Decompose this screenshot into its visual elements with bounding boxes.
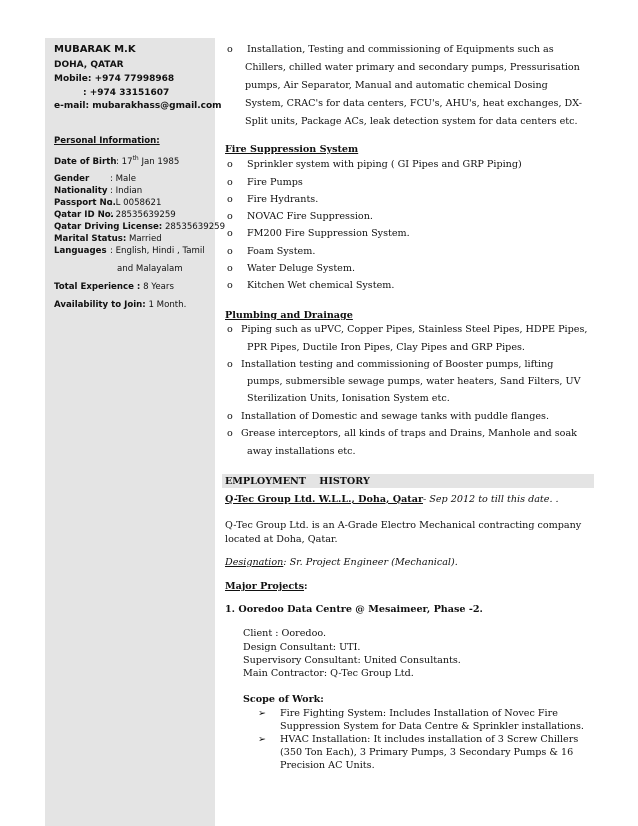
experience-label: Total Experience : bbox=[54, 282, 141, 292]
bullet: o bbox=[227, 280, 233, 291]
company-desc: Q-Tec Group Ltd. is an A-Grade Electro Mechanical contracting company bbox=[225, 520, 582, 531]
bullet: o bbox=[227, 246, 233, 257]
fire-item: Water Deluge System. bbox=[247, 263, 355, 274]
scope-line: (350 Ton Each), 3 Primary Pumps, 3 Secondary Pumps & 16 bbox=[280, 747, 574, 758]
qid-value: : 28535639259 bbox=[110, 210, 176, 220]
bullet: o bbox=[227, 228, 233, 239]
company-desc: located at Doha, Qatar. bbox=[225, 534, 338, 545]
install-line: Installation, Testing and commissioning of Equipments such as bbox=[247, 44, 554, 55]
projects-heading bbox=[225, 581, 308, 592]
company-line bbox=[225, 494, 559, 505]
email: e-mail: mubarakhass@gmail.com bbox=[54, 101, 222, 111]
fire-heading: Fire Suppression System bbox=[225, 144, 359, 155]
scope-line: HVAC Installation: It includes installation of 3 Screw Chillers bbox=[280, 734, 579, 745]
contractor-line: Main Contractor: Q-Tec Group Ltd. bbox=[243, 668, 414, 679]
install-line: Split units, Package ACs, leak detection system for data centers etc. bbox=[245, 116, 578, 127]
designation-value: : Sr. Project Engineer (Mechanical). bbox=[283, 557, 458, 568]
nationality-label: Nationality bbox=[54, 186, 108, 196]
employment-heading: EMPLOYMENT HISTORY bbox=[225, 476, 370, 487]
bullet: o bbox=[227, 263, 233, 274]
bullet: o bbox=[227, 44, 233, 55]
scope-line: Fire Fighting System: Includes Installation of Novec Fire bbox=[280, 708, 558, 719]
install-line: pumps, Air Separator, Manual and automatic chemical Dosing bbox=[245, 80, 548, 91]
nationality-value: : Indian bbox=[110, 186, 143, 196]
fire-item: Fire Pumps bbox=[247, 177, 303, 188]
languages-label: Languages bbox=[54, 246, 107, 256]
fire-item: Sprinkler system with piping ( GI Pipes and GRP Piping) bbox=[247, 159, 522, 170]
mobile-secondary: : +974 33151607 bbox=[83, 88, 170, 98]
plumbing-line: Piping such as uPVC, Copper Pipes, Stainless Steel Pipes, HDPE Pipes, bbox=[241, 324, 588, 335]
experience-row bbox=[54, 282, 174, 292]
dob-row bbox=[54, 155, 179, 167]
bullet: o bbox=[227, 159, 233, 170]
gender-label: Gender bbox=[54, 174, 90, 184]
projects-label: Major Projects bbox=[225, 581, 305, 592]
passport-label: Passport No. bbox=[54, 198, 116, 208]
nationality-row bbox=[54, 186, 142, 196]
bullet: o bbox=[227, 211, 233, 222]
arrow-bullet-icon: ➢ bbox=[258, 734, 267, 745]
projects-colon: : bbox=[304, 581, 308, 592]
dob-label: Date of Birth bbox=[54, 156, 117, 167]
project-title: 1. Ooredoo Data Centre @ Mesaimeer, Phase -2. bbox=[225, 604, 483, 615]
plumbing-line: Installation testing and commissioning of Booster pumps, lifting bbox=[241, 359, 554, 370]
plumbing-line: Grease interceptors, all kinds of traps and Drains, Manhole and soak bbox=[241, 428, 577, 439]
design-consultant-line: Design Consultant: UTI. bbox=[243, 642, 361, 653]
designation-line bbox=[225, 557, 458, 568]
scope-heading: Scope of Work: bbox=[243, 694, 324, 705]
plumbing-line: pumps, submersible sewage pumps, water heaters, Sand Filters, UV bbox=[247, 376, 581, 387]
languages-row bbox=[54, 246, 205, 256]
supervisory-line: Supervisory Consultant: United Consultants. bbox=[243, 655, 461, 666]
scope-line: Precision AC Units. bbox=[280, 760, 375, 771]
fire-item: Fire Hydrants. bbox=[247, 194, 319, 205]
bullet: o bbox=[227, 177, 233, 188]
install-line: System, CRAC's for data centers, FCU's, AHU's, heat exchanges, DX- bbox=[245, 98, 582, 109]
plumbing-line: away installations etc. bbox=[247, 446, 356, 457]
languages-value-cont: and Malayalam bbox=[117, 264, 183, 274]
experience-value: 8 Years bbox=[140, 282, 174, 292]
fire-item: FM200 Fire Suppression System. bbox=[247, 228, 410, 239]
fire-item: NOVAC Fire Suppression. bbox=[247, 211, 373, 222]
arrow-bullet-icon: ➢ bbox=[258, 708, 267, 719]
languages-value: : English, Hindi , Tamil bbox=[110, 246, 205, 256]
passport-value: : L 0058621 bbox=[110, 198, 162, 208]
license-row bbox=[54, 222, 225, 232]
plumbing-line: Installation of Domestic and sewage tanks with puddle flanges. bbox=[241, 411, 550, 422]
candidate-name: MUBARAK M.K bbox=[54, 44, 136, 55]
plumbing-heading: Plumbing and Drainage bbox=[225, 310, 353, 321]
sidebar bbox=[45, 38, 226, 826]
scope-line: Suppression System for Data Centre & Sprinkler installations. bbox=[280, 721, 584, 732]
plumbing-line: PPR Pipes, Ductile Iron Pipes, Clay Pipes and GRP Pipes. bbox=[247, 342, 525, 353]
employment-period: - Sep 2012 to till this date. . bbox=[423, 494, 559, 505]
dob-value: : 17th Jan 1985 bbox=[116, 155, 180, 167]
bullet: o bbox=[227, 324, 233, 335]
gender-row bbox=[54, 174, 136, 184]
plumbing-line: Sterilization Units, Ionisation System etc. bbox=[247, 393, 450, 404]
availability-label: Availability to Join: bbox=[54, 300, 146, 310]
availability-value: 1 Month. bbox=[145, 300, 187, 310]
qid-row bbox=[54, 210, 176, 220]
bullet: o bbox=[227, 194, 233, 205]
client-line: Client : Ooredoo. bbox=[243, 628, 326, 639]
bullet: o bbox=[227, 428, 233, 439]
availability-row bbox=[54, 300, 186, 310]
license-value: 28535639259 bbox=[162, 222, 226, 232]
bullet: o bbox=[227, 359, 233, 370]
marital-label: Marital Status: bbox=[54, 234, 127, 244]
marital-row bbox=[54, 234, 162, 244]
install-line: Chillers, chilled water primary and secondary pumps, Pressurisation bbox=[245, 62, 580, 73]
mobile-primary: Mobile: +974 77998968 bbox=[54, 74, 175, 84]
personal-heading: Personal Information: bbox=[54, 136, 160, 146]
passport-row bbox=[54, 198, 161, 208]
qid-label: Qatar ID No. bbox=[54, 210, 114, 220]
company-name: Q-Tec Group Ltd. W.L.L., Doha, Qatar bbox=[225, 494, 423, 505]
bullet: o bbox=[227, 411, 233, 422]
designation-label: Designation bbox=[225, 557, 284, 568]
gender-value: : Male bbox=[110, 174, 136, 184]
fire-item: Foam System. bbox=[247, 246, 316, 257]
license-label: Qatar Driving License: bbox=[54, 222, 163, 232]
fire-item: Kitchen Wet chemical System. bbox=[247, 280, 395, 291]
location: DOHA, QATAR bbox=[54, 60, 124, 70]
marital-value: Married bbox=[126, 234, 162, 244]
